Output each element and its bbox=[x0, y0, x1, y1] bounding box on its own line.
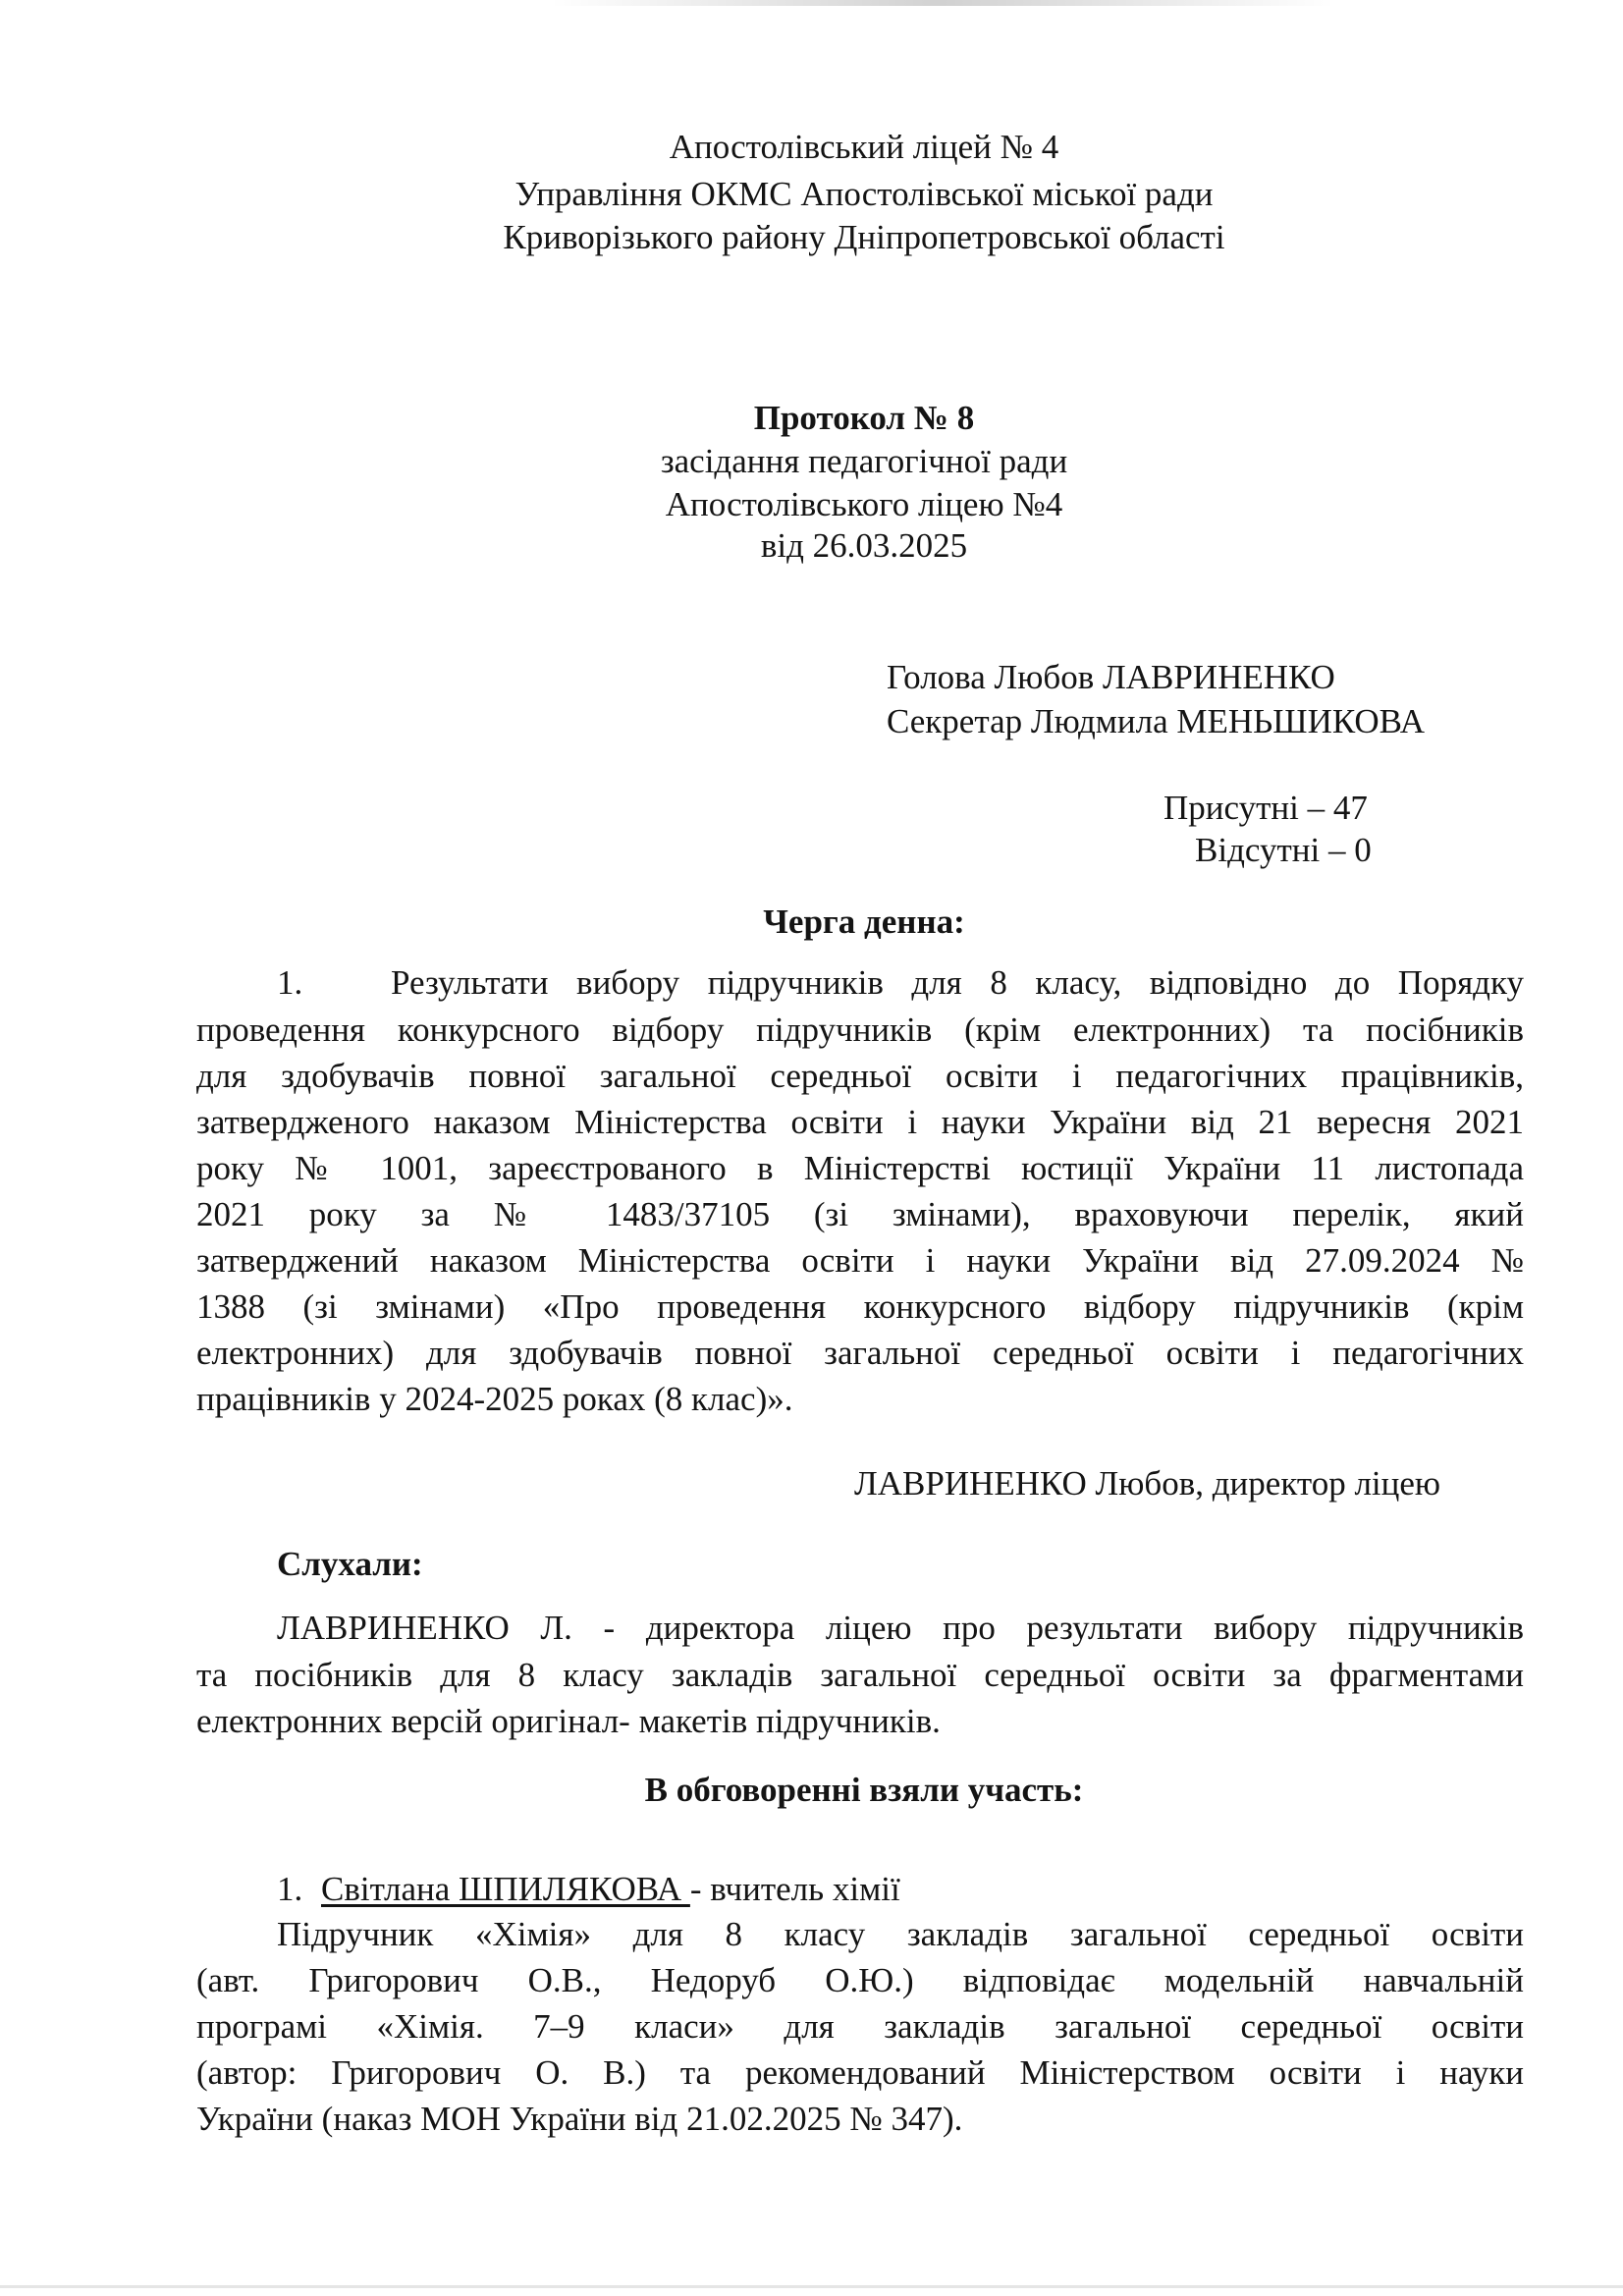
heard-line-3: електронних версій оригінал- макетів підручників. bbox=[196, 1702, 941, 1740]
heard-line-2: та посібників для 8 класу закладів загальної середньої освіти за фрагментами bbox=[196, 1656, 1524, 1694]
agenda-line-4: затвердженого наказом Міністерства освіти і науки України від 21 вересня 2021 bbox=[196, 1103, 1524, 1141]
discussion-line-2: (авт. Григорович О.В., Недоруб О.Ю.) відповідає модельній навчальній bbox=[196, 1961, 1524, 1999]
discussion-line-4: (автор: Григорович О. В.) та рекомендований Міністерством освіти і науки bbox=[196, 2053, 1524, 2092]
absent-count: Відсутні – 0 bbox=[1195, 831, 1372, 869]
agenda-item-number: 1. bbox=[277, 963, 303, 1002]
protocol-title: Протокол № 8 bbox=[753, 399, 975, 437]
agenda-line-9: електронних) для здобувачів повної загальної середньої освіти і педагогічних bbox=[196, 1334, 1524, 1372]
participant-name: Світлана ШПИЛЯКОВА bbox=[321, 1870, 690, 1908]
protocol-subtitle-1: засідання педагогічної ради bbox=[660, 442, 1068, 480]
discussion-line-3: програмі «Хімія. 7–9 класи» для закладів загальної середньої освіти bbox=[196, 2007, 1524, 2046]
agenda-heading: Черга денна: bbox=[763, 902, 965, 941]
agenda-line-10: працівників у 2024-2025 роках (8 клас)». bbox=[196, 1380, 793, 1418]
participant-role: - вчитель хімії bbox=[689, 1870, 900, 1908]
heard-line-1: ЛАВРИНЕНКО Л. - директора ліцею про результати вибору підручників bbox=[277, 1609, 1524, 1647]
discussion-heading: В обговоренні взяли участь: bbox=[644, 1771, 1084, 1809]
institution-name: Апостолівський ліцей № 4 bbox=[669, 128, 1059, 166]
institution-region: Криворізького району Дніпропетровської області bbox=[503, 218, 1225, 256]
discussion-line-1: Підручник «Хімія» для 8 класу закладів загальної середньої освіти bbox=[277, 1915, 1524, 1953]
agenda-line-3: для здобувачів повної загальної середньої освіти і педагогічних працівників, bbox=[196, 1057, 1524, 1095]
protocol-subtitle-2: Апостолівського ліцею №4 bbox=[665, 485, 1063, 523]
participant-number: 1. bbox=[277, 1870, 303, 1908]
chair-line: Голова Любов ЛАВРИНЕНКО bbox=[887, 658, 1335, 696]
participant-entry bbox=[277, 1866, 900, 1913]
agenda-line-5: року № 1001, зареєстрованого в Міністерстві юстиції України 11 листопада bbox=[196, 1149, 1524, 1187]
agenda-line-6: 2021 року за № 1483/37105 (зі змінами), враховуючи перелік, який bbox=[196, 1195, 1524, 1233]
agenda-line-7: затверджений наказом Міністерства освіти і науки України від 27.09.2024 № bbox=[196, 1241, 1524, 1280]
agenda-line-8: 1388 (зі змінами) «Про проведення конкурсного відбору підручників (крім bbox=[196, 1287, 1524, 1326]
agenda-line-2: проведення конкурсного відбору підручників (крім електронних) та посібників bbox=[196, 1011, 1524, 1049]
agenda-line-1: Результати вибору підручників для 8 класу, відповідно до Порядку bbox=[391, 963, 1524, 1002]
heard-heading: Слухали: bbox=[277, 1545, 423, 1583]
scan-artifact-bottom bbox=[0, 2285, 1623, 2288]
agenda-speaker: ЛАВРИНЕНКО Любов, директор ліцею bbox=[854, 1464, 1441, 1503]
discussion-line-5: України (наказ МОН України від 21.02.2025 № 347). bbox=[196, 2100, 963, 2138]
institution-department: Управління ОКМС Апостолівської міської ради bbox=[514, 175, 1214, 213]
secretary-line: Секретар Людмила МЕНЬШИКОВА bbox=[887, 702, 1426, 740]
present-count: Присутні – 47 bbox=[1163, 789, 1368, 827]
scan-artifact-top bbox=[550, 0, 1335, 6]
protocol-date: від 26.03.2025 bbox=[760, 526, 968, 565]
